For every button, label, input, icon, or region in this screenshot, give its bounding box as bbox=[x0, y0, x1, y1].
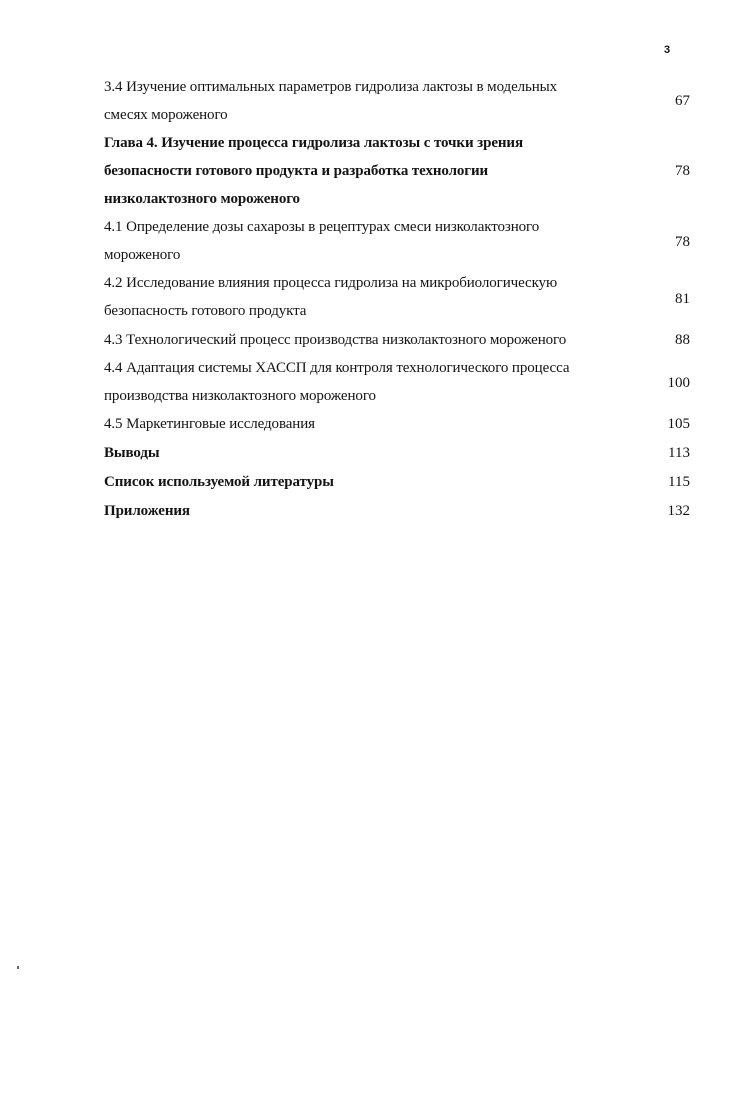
scan-speck bbox=[17, 966, 19, 969]
toc-entry-title bbox=[104, 468, 649, 496]
toc-entry-line: 4.1 Определение дозы сахарозы в рецептурах смеси низколактозного bbox=[104, 219, 540, 235]
toc-page-number: 113 bbox=[668, 445, 690, 461]
toc-entry-title bbox=[104, 129, 649, 213]
page-number: 3 bbox=[664, 44, 671, 56]
toc-entry-4-1[interactable] bbox=[104, 213, 694, 269]
toc-entry-line: Глава 4. Изучение процесса гидролиза лактозы с точки зрения bbox=[104, 135, 523, 151]
toc-entry-line: безопасность готового продукта bbox=[104, 303, 307, 319]
toc-entry-line: 4.5 Маркетинговые исследования bbox=[104, 416, 315, 432]
toc-entry-line: производства низколактозного мороженого bbox=[104, 388, 376, 404]
toc-entry-line: 4.2 Исследование влияния процесса гидролиза на микробиологическую bbox=[104, 275, 558, 291]
toc-entry-line: Приложения bbox=[104, 503, 190, 519]
toc-entry-4-2[interactable] bbox=[104, 269, 694, 325]
toc-entry-3-4[interactable] bbox=[104, 73, 694, 129]
toc-page-number: 105 bbox=[667, 416, 690, 432]
toc-page-number: 100 bbox=[667, 375, 690, 391]
toc-page-number: 132 bbox=[667, 503, 690, 519]
toc-entry-title bbox=[104, 213, 649, 269]
toc-entry-line: 4.3 Технологический процесс производства низколактозного мороженого bbox=[104, 332, 567, 348]
toc-entry-4-5[interactable] bbox=[104, 410, 694, 438]
toc-page-number: 67 bbox=[675, 93, 690, 109]
toc-entry-title bbox=[104, 410, 649, 438]
toc-entry-references[interactable] bbox=[104, 468, 694, 496]
toc-page-number: 88 bbox=[675, 332, 690, 348]
toc-entry-title bbox=[104, 354, 649, 410]
toc-entry-line: смесях мороженого bbox=[104, 107, 228, 123]
toc-entry-line: 3.4 Изучение оптимальных параметров гидролиза лактозы в модельных bbox=[104, 79, 558, 95]
toc-entry-title bbox=[104, 326, 649, 354]
toc-entry-title bbox=[104, 497, 649, 525]
toc-entry-conclusions[interactable] bbox=[104, 439, 694, 467]
toc-entry-line: 4.4 Адаптация системы ХАССП для контроля технологического процесса bbox=[104, 360, 570, 376]
toc-entry-line: Список используемой литературы bbox=[104, 474, 334, 490]
toc-entry-appendices[interactable] bbox=[104, 497, 694, 525]
toc-entry-title bbox=[104, 439, 649, 467]
toc-entry-line: безопасности готового продукта и разработка технологии bbox=[104, 163, 489, 179]
toc-page-number: 81 bbox=[675, 291, 690, 307]
toc-entry-line: мороженого bbox=[104, 247, 181, 263]
toc-entry-4-4[interactable] bbox=[104, 354, 694, 410]
toc-entry-4-3[interactable] bbox=[104, 326, 694, 354]
toc-entry-line: низколактозного мороженого bbox=[104, 191, 300, 207]
toc-entry-chapter-4[interactable] bbox=[104, 129, 694, 213]
toc-entry-title bbox=[104, 269, 649, 325]
toc-entry-title bbox=[104, 73, 649, 129]
toc-page-number: 115 bbox=[668, 474, 690, 490]
toc-page-number: 78 bbox=[675, 234, 690, 250]
toc-entry-line: Выводы bbox=[104, 445, 160, 461]
toc-page-number: 78 bbox=[675, 163, 690, 179]
